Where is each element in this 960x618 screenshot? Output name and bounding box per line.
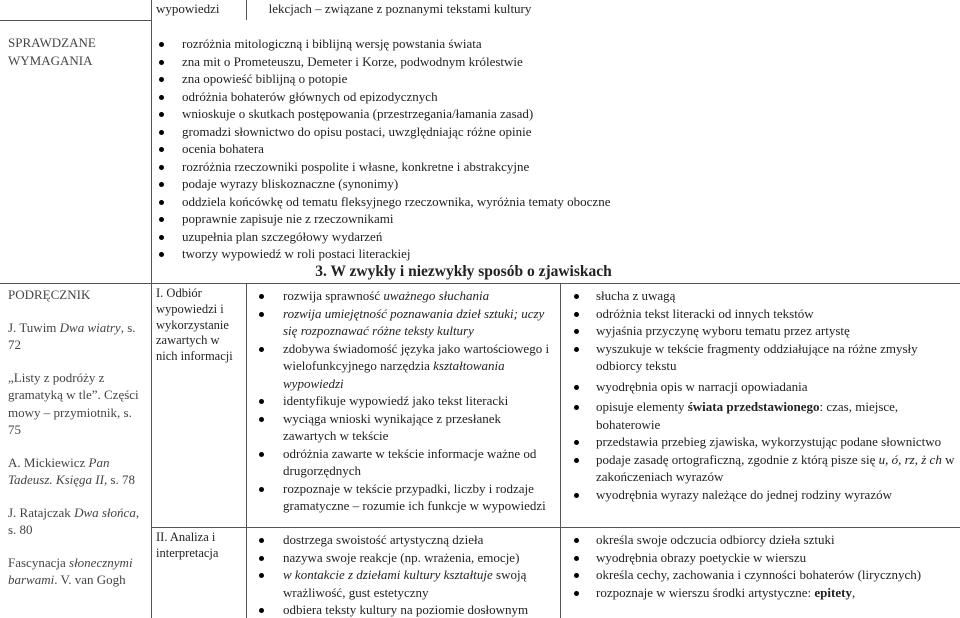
list-item: w kontakcie z dziełami kultury kształtuje swoją wrażliwość, gust estetyczny bbox=[256, 566, 556, 601]
section-title-text: 3. W zwykły i niezwykły sposób o zjawiskach bbox=[315, 263, 612, 280]
list-item: poprawnie zapisuje nie z rzeczownikami bbox=[154, 210, 714, 228]
row1-right bbox=[569, 287, 960, 503]
ref-tuwim: J. Tuwim Dwa wiatry, s. 72 bbox=[8, 319, 136, 352]
top-list bbox=[154, 35, 714, 263]
row1-label bbox=[156, 286, 244, 365]
row2-mid-list bbox=[256, 531, 556, 618]
list-item: rozwija umiejętność poznawania dzieł sztuki; uczy się rozpoznawać różne teksty kultury bbox=[256, 305, 556, 340]
list-item: wyszukuje w tekście fragmenty oddziałujące na różne zmysły odbiorcy tekstu bbox=[569, 340, 960, 375]
list-item: odbiera teksty kultury na poziomie dosłownym bbox=[256, 601, 556, 618]
row1-mid-list bbox=[256, 287, 556, 515]
ref-van-gogh: Fascynacja słonecznymi barwami. V. van Gogh bbox=[8, 554, 133, 587]
requirements-label bbox=[8, 34, 148, 69]
textbook-column bbox=[8, 286, 148, 589]
list-item: określa swoje odczucia odbiorcy dzieła sztuki bbox=[569, 531, 960, 549]
list-item: podaje wyrazy bliskoznaczne (synonimy) bbox=[154, 175, 714, 193]
list-item: wyodrębnia opis w narracji opowiadania bbox=[569, 378, 960, 396]
row-divider-top bbox=[0, 20, 151, 21]
list-item: odróżnia tekst literacki od innych tekstów bbox=[569, 305, 960, 323]
top-col2-label bbox=[156, 0, 244, 18]
col-divider-1 bbox=[151, 0, 152, 618]
list-item: rozróżnia rzeczowniki pospolite i własne, konkretne i abstrakcyjne bbox=[154, 158, 714, 176]
list-item: nazywa swoje reakcje (np. wrażenia, emocje) bbox=[256, 549, 556, 567]
list-item: wyodrębnia wyrazy należące do jednej rodziny wyrazów bbox=[569, 486, 960, 504]
row-divider-section bbox=[0, 283, 960, 284]
sprawdzane-wymagania: SPRAWDZANE WYMAGANIA bbox=[8, 35, 96, 68]
list-item: identyfikuje wypowiedź jako tekst literacki bbox=[256, 392, 556, 410]
list-item: ocenia bohatera bbox=[154, 140, 714, 158]
list-item: oddziela końcówkę od tematu fleksyjnego rzeczownika, wyróżnia tematy oboczne bbox=[154, 193, 714, 211]
top-col3-header bbox=[250, 0, 550, 18]
list-item: rozróżnia mitologiczną i biblijną wersję powstania świata bbox=[154, 35, 714, 53]
col-divider-3 bbox=[560, 284, 561, 618]
list-item: wyciąga wnioski wynikające z przesłanek zawartych w tekście bbox=[256, 410, 556, 445]
ref-mickiewicz: A. Mickiewicz Pan Tadeusz. Księga II, s. 78 bbox=[8, 454, 136, 487]
wypowiedzi-label: wypowiedzi bbox=[156, 1, 220, 16]
row2-mid bbox=[256, 531, 556, 618]
row2-right bbox=[569, 531, 960, 601]
list-item: rozpoznaje w tekście przypadki, liczby i rodzaje gramatyczne – rozumie ich funkcje w wypowiedzi bbox=[256, 480, 556, 515]
list-item: wyjaśnia przyczynę wyboru tematu przez artystę bbox=[569, 322, 960, 340]
list-item: podaje zasadę ortograficzną, zgodnie z którą pisze się u, ó, rz, ż ch w zakończeniach wyrazów bbox=[569, 451, 960, 486]
list-item: odróżnia zawarte w tekście informacje ważne od drugorzędnych bbox=[256, 445, 556, 480]
list-item: wyodrębnia obrazy poetyckie w wierszu bbox=[569, 549, 960, 567]
list-item: wnioskuje o skutkach postępowania (przestrzegania/łamania zasad) bbox=[154, 105, 714, 123]
row2-right-list bbox=[569, 531, 960, 601]
ref-ratajczak: J. Ratajczak Dwa słońca, s. 80 bbox=[8, 504, 140, 537]
row2-label bbox=[156, 530, 244, 562]
list-item: dostrzega swoistość artystyczną dzieła bbox=[256, 531, 556, 549]
list-item: zna mit o Prometeuszu, Demeter i Korze, podwodnym królestwie bbox=[154, 53, 714, 71]
col-divider-2 bbox=[246, 284, 247, 618]
row2-label-text: II. Analiza i interpretacja bbox=[156, 530, 219, 560]
top-header-text: lekcjach – związane z poznanymi tekstami kultury bbox=[268, 1, 532, 16]
row-divider-mid bbox=[151, 527, 960, 528]
list-item: zna opowieść biblijną o potopie bbox=[154, 70, 714, 88]
row1-label-text: I. Odbiór wypowiedzi i wykorzystanie zawartych w nich informacji bbox=[156, 286, 233, 364]
ref-listy: „Listy z podróży z gramatyką w tle”. Części mowy – przymiotnik, s. 75 bbox=[8, 369, 139, 437]
list-item: odróżnia bohaterów głównych od epizodycznych bbox=[154, 88, 714, 106]
top-requirements-list bbox=[154, 35, 714, 263]
list-item: opisuje elementy świata przedstawionego: czas, miejsce, bohaterowie bbox=[569, 398, 960, 433]
list-item: słucha z uwagą bbox=[569, 287, 960, 305]
list-item: uzupełnia plan szczegółowy wydarzeń bbox=[154, 228, 714, 246]
list-item: określa cechy, zachowania i czynności bohaterów (lirycznych) bbox=[569, 566, 960, 584]
list-item: rozwija sprawność uważnego słuchania bbox=[256, 287, 556, 305]
row1-mid bbox=[256, 287, 556, 515]
podrecznik-heading: PODRĘCZNIK bbox=[8, 287, 91, 302]
list-item: zdobywa świadomość języka jako wartościowego i wielofunkcyjnego narzędzia kształtowania wypowiedzi bbox=[256, 340, 556, 393]
list-item: gromadzi słownictwo do opisu postaci, uwzględniając różne opinie bbox=[154, 123, 714, 141]
list-item: przedstawia przebieg zjawiska, wykorzystując podane słownictwo bbox=[569, 433, 960, 451]
row1-right-list bbox=[569, 287, 960, 503]
section-title bbox=[151, 263, 776, 281]
col-divider-top bbox=[246, 0, 247, 20]
list-item: rozpoznaje w wierszu środki artystyczne: epitety, bbox=[569, 584, 960, 602]
list-item: tworzy wypowiedź w roli postaci literackiej bbox=[154, 245, 714, 263]
